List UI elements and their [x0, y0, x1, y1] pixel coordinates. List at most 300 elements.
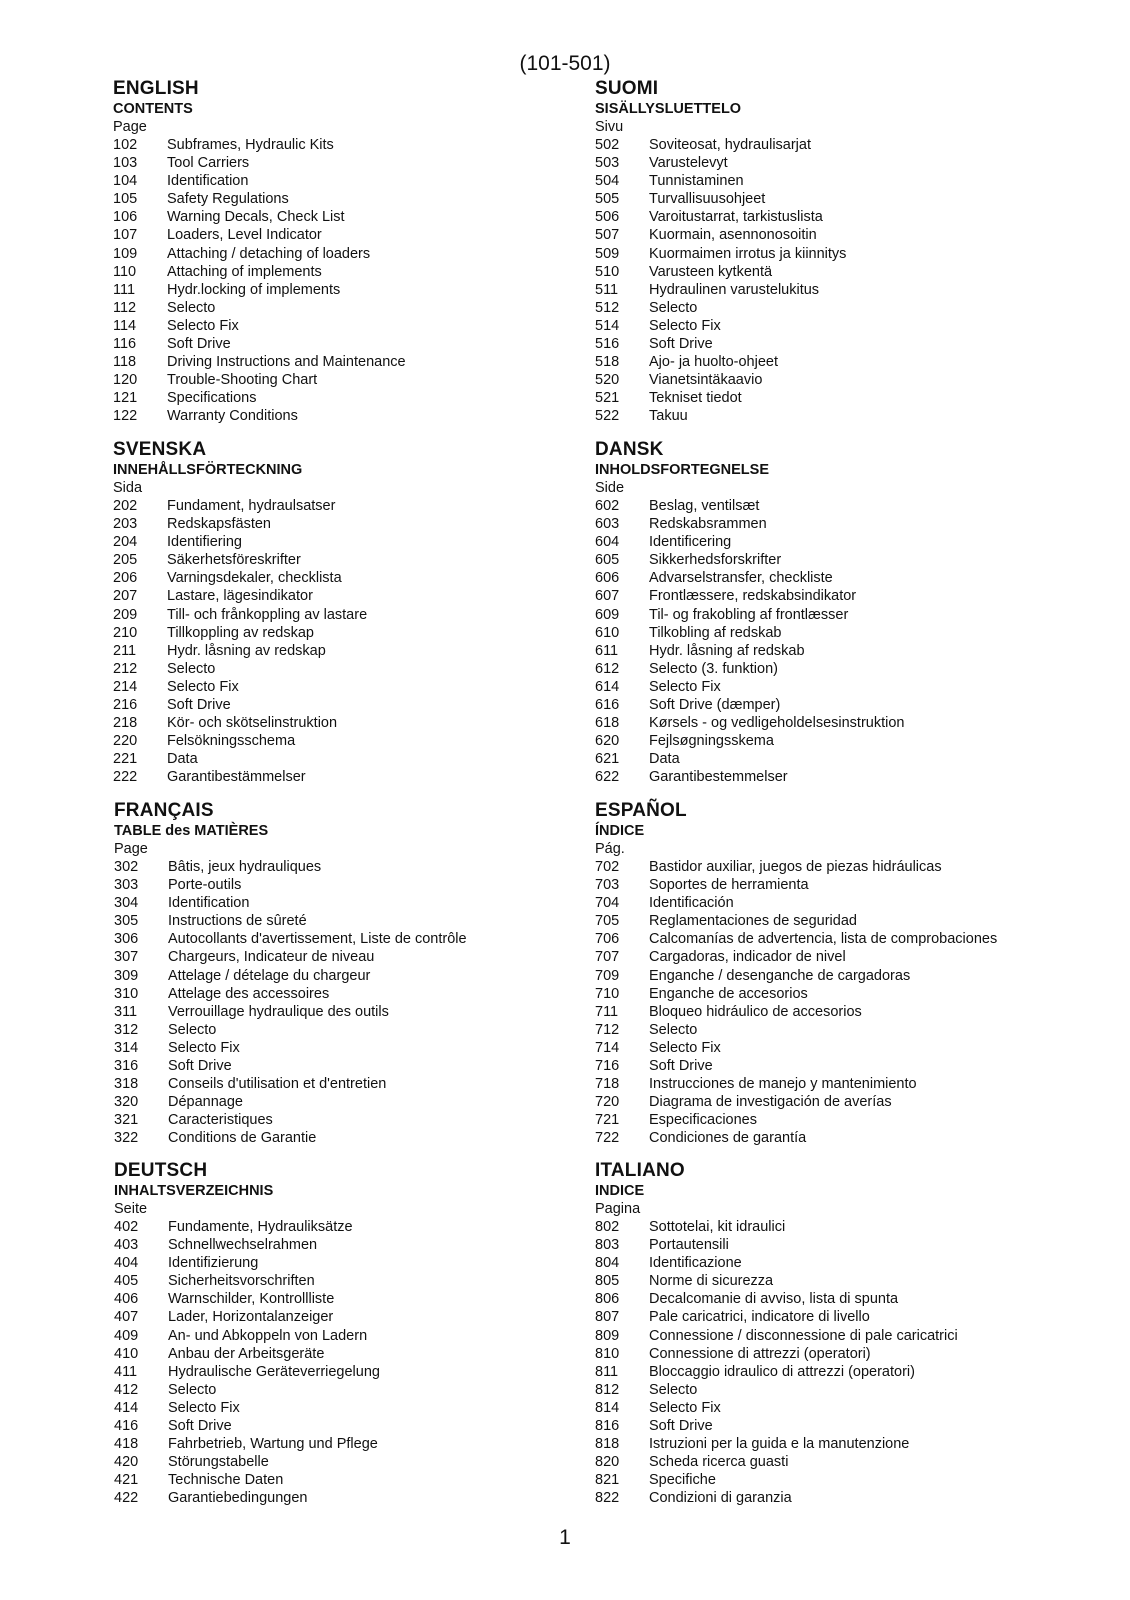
toc-entry: [595, 1254, 1065, 1272]
toc-entry-page: 220: [113, 733, 138, 750]
toc-entry: [114, 1254, 584, 1272]
toc-entry-title: Selecto: [168, 1021, 217, 1038]
toc-entry-page: 204: [113, 534, 138, 551]
toc-entry: [114, 1381, 584, 1399]
toc-entry-title: Selecto: [649, 1381, 698, 1398]
toc-entry: [595, 1272, 1065, 1290]
toc-entry: [595, 1417, 1065, 1435]
toc-entry-page: 214: [113, 678, 138, 695]
toc-entry: [114, 1435, 584, 1453]
toc-entry-page: 720: [595, 1094, 620, 1111]
toc-entry: [595, 335, 1065, 353]
toc-entry: [595, 136, 1065, 154]
toc-entry: [595, 1363, 1065, 1381]
toc-entry: [114, 1003, 584, 1021]
toc-entry-page: 805: [595, 1273, 620, 1290]
toc-entry: [595, 1489, 1065, 1507]
toc-entry: [595, 1308, 1065, 1326]
toc-entry: [595, 1003, 1065, 1021]
toc-entry-title: An- und Abkoppeln von Ladern: [168, 1327, 368, 1344]
toc-entry-page: 821: [595, 1472, 620, 1489]
toc-entry-title: Identifiering: [167, 534, 242, 551]
toc-entry-page: 405: [114, 1273, 139, 1290]
toc-entry-title: Selecto Fix: [168, 1039, 240, 1056]
toc-entry: [114, 1218, 584, 1236]
toc-entry-title: Soviteosat, hydraulisarjat: [649, 137, 811, 153]
toc-entry-page: 305: [114, 913, 139, 930]
toc-entry: [595, 1075, 1065, 1093]
toc-entry-page: 109: [113, 245, 138, 262]
toc-entry: [595, 389, 1065, 407]
toc-entry-page: 518: [595, 354, 620, 371]
toc-entry-page: 812: [595, 1381, 620, 1398]
toc-entry: [595, 912, 1065, 930]
toc-entry-page: 416: [114, 1418, 139, 1435]
toc-entry-page: 712: [595, 1021, 620, 1038]
toc-entry-title: Hydr.locking of implements: [167, 281, 341, 298]
toc-entry-page: 121: [113, 390, 138, 407]
toc-entry: [114, 948, 584, 966]
toc-entry: [113, 407, 583, 425]
toc-entry-title: Garantiebedingungen: [168, 1490, 308, 1507]
toc-entry-title: Autocollants d'avertissement, Liste de contrôle: [168, 931, 467, 948]
toc-entry: [113, 317, 583, 335]
toc-entry-title: Lastare, lägesindikator: [167, 588, 313, 605]
toc-entry-page: 520: [595, 372, 620, 389]
toc-entry: [113, 136, 583, 154]
toc-entry-title: Porte-outils: [168, 877, 242, 894]
toc-entries: [114, 1218, 584, 1508]
toc-entry: [595, 985, 1065, 1003]
toc-entry-page: 116: [113, 336, 137, 353]
toc-entry: [113, 353, 583, 371]
toc-entry: [114, 1471, 584, 1489]
toc-entry-page: 112: [113, 299, 137, 316]
toc-entry-page: 714: [595, 1039, 620, 1056]
toc-entry: [595, 1435, 1065, 1453]
toc-entry: [595, 281, 1065, 299]
toc-entry-title: Cargadoras, indicador de nivel: [649, 949, 846, 966]
toc-entry-page: 406: [114, 1291, 139, 1308]
toc-entry-page: 507: [595, 227, 620, 244]
toc-entry-title: Conseils d'utilisation et d'entretien: [168, 1076, 387, 1093]
toc-entry-page: 207: [113, 588, 138, 605]
toc-entry-title: Schnellwechselrahmen: [168, 1237, 318, 1254]
toc-entry: [114, 1057, 584, 1075]
toc-entry-page: 414: [114, 1399, 139, 1416]
toc-entry-page: 510: [595, 263, 620, 280]
toc-entry: [114, 985, 584, 1003]
toc-entry-page: 303: [114, 877, 139, 894]
toc-entry-title: Til- og frakobling af frontlæsser: [649, 606, 849, 623]
toc-title: INHALTSVERZEICHNIS: [114, 1183, 274, 1199]
toc-entry-page: 703: [595, 877, 620, 894]
toc-entry-title: Attaching of implements: [167, 263, 322, 280]
toc-entry: [113, 678, 583, 696]
toc-entry: [114, 1236, 584, 1254]
toc-entry-page: 711: [595, 1003, 619, 1020]
toc-entry-title: Data: [649, 751, 680, 768]
toc-section-francais: [114, 800, 584, 1148]
toc-entry-title: Säkerhetsföreskrifter: [167, 552, 301, 569]
toc-entry-title: Enganche de accesorios: [649, 985, 808, 1002]
toc-entry: [595, 967, 1065, 985]
toc-entry: [114, 1021, 584, 1039]
toc-entry-title: Dépannage: [168, 1094, 243, 1111]
toc-entry-title: Condiciones de garantía: [649, 1130, 807, 1147]
toc-entry-page: 409: [114, 1327, 139, 1344]
toc-entry-title: Vianetsintäkaavio: [649, 372, 763, 389]
toc-entry-page: 514: [595, 317, 620, 334]
toc-entry-title: Safety Regulations: [167, 191, 289, 208]
toc-entry: [595, 1039, 1065, 1057]
toc-entry-title: Identificación: [649, 895, 734, 912]
toc-entry-page: 607: [595, 588, 620, 605]
toc-entry-page: 404: [114, 1255, 139, 1272]
toc-entry-title: Warning Decals, Check List: [167, 209, 345, 226]
toc-entry: [595, 1327, 1065, 1345]
toc-entry: [114, 1489, 584, 1507]
toc-entry-page: 809: [595, 1327, 620, 1344]
toc-entry-title: Instructions de sûreté: [168, 913, 307, 930]
toc-entry-page: 306: [114, 931, 139, 948]
toc-entry-title: Kuormain, asennonosoitin: [649, 227, 817, 244]
language-heading: SVENSKA: [113, 439, 207, 460]
toc-entry-title: Attelage / dételage du chargeur: [168, 967, 371, 984]
toc-entries: [595, 497, 1065, 787]
toc-entry-title: Soft Drive: [168, 1418, 232, 1435]
page-column-label: Side: [595, 480, 625, 496]
toc-title: SISÄLLYSLUETTELO: [595, 101, 742, 117]
toc-entry: [595, 624, 1065, 642]
toc-entry-title: Caracteristiques: [168, 1112, 273, 1129]
toc-entry-page: 706: [595, 931, 620, 948]
toc-entry: [595, 876, 1065, 894]
toc-entry: [595, 660, 1065, 678]
toc-entry: [113, 154, 583, 172]
toc-section-english: [113, 78, 583, 426]
toc-entry-title: Specifiche: [649, 1472, 716, 1489]
toc-entry-page: 716: [595, 1058, 620, 1075]
toc-entry: [114, 1363, 584, 1381]
toc-entry: [114, 894, 584, 912]
toc-section-dansk: [595, 439, 1065, 787]
toc-entry-page: 611: [595, 642, 619, 659]
toc-entry-page: 322: [114, 1130, 139, 1147]
toc-entry-title: Soft Drive: [649, 1058, 713, 1075]
toc-entry: [113, 335, 583, 353]
toc-entry: [595, 569, 1065, 587]
toc-entry-title: Varoitustarrat, tarkistuslista: [649, 209, 823, 226]
toc-entry: [595, 226, 1065, 244]
language-heading: DEUTSCH: [114, 1160, 208, 1181]
toc-entry-page: 421: [114, 1472, 139, 1489]
toc-entry-page: 122: [113, 408, 138, 425]
toc-entry-title: Redskapsfästen: [167, 516, 271, 533]
toc-entry-title: Soft Drive: [649, 336, 713, 353]
toc-entry: [113, 732, 583, 750]
toc-entry-page: 318: [114, 1076, 139, 1093]
toc-entry-page: 211: [113, 642, 137, 659]
toc-entry-title: Garantibestämmelser: [167, 769, 306, 786]
toc-entry: [595, 371, 1065, 389]
toc-entry: [114, 1308, 584, 1326]
toc-entry-title: Bastidor auxiliar, juegos de piezas hidráulicas: [649, 859, 942, 875]
toc-entry-title: Connessione / disconnessione di pale caricatrici: [649, 1327, 958, 1344]
toc-entry-title: Conditions de Garantie: [168, 1130, 317, 1147]
toc-entry-title: Selecto Fix: [649, 317, 721, 334]
toc-entry-page: 718: [595, 1076, 620, 1093]
toc-entry-page: 612: [595, 660, 620, 677]
toc-entry-page: 502: [595, 137, 620, 153]
toc-entry-title: Data: [167, 751, 198, 768]
toc-entries: [113, 136, 583, 426]
toc-entry-page: 614: [595, 678, 620, 695]
toc-entry-page: 422: [114, 1490, 139, 1507]
toc-entry: [595, 894, 1065, 912]
toc-entry-page: 210: [113, 624, 138, 641]
toc-entry: [114, 1417, 584, 1435]
toc-entry-title: Hydr. låsning av redskap: [167, 642, 326, 659]
toc-entry: [595, 1111, 1065, 1129]
toc-entry-page: 516: [595, 336, 620, 353]
toc-entry-title: Hydr. låsning af redskab: [649, 642, 805, 659]
toc-entry: [595, 1381, 1065, 1399]
toc-entry-page: 307: [114, 949, 139, 966]
toc-entry-title: Attelage des accessoires: [168, 985, 330, 1002]
toc-entry: [595, 407, 1065, 425]
page-column-label: Page: [114, 841, 148, 857]
toc-entry-title: Selecto: [649, 1021, 698, 1038]
toc-entry-page: 509: [595, 245, 620, 262]
toc-entry: [113, 660, 583, 678]
toc-entries: [595, 1218, 1065, 1508]
toc-entry: [595, 768, 1065, 786]
toc-entry-page: 106: [113, 209, 138, 226]
toc-entry-title: Decalcomanie di avviso, lista di spunta: [649, 1291, 899, 1308]
toc-entry-page: 103: [113, 155, 138, 172]
toc-entry-title: Warnschilder, Kontrollliste: [168, 1291, 335, 1308]
toc-entry-title: Frontlæssere, redskabsindikator: [649, 588, 857, 605]
toc-entry: [595, 858, 1065, 876]
toc-entry-page: 222: [113, 769, 138, 786]
toc-entry: [113, 768, 583, 786]
toc-entry-page: 810: [595, 1345, 620, 1362]
toc-entry-page: 604: [595, 534, 620, 551]
toc-entry-title: Selecto: [167, 660, 216, 677]
toc-entry-title: Bâtis, jeux hydrauliques: [168, 859, 322, 875]
toc-entry-title: Takuu: [649, 408, 688, 425]
toc-entry-page: 814: [595, 1399, 620, 1416]
toc-entry-title: Portautensili: [649, 1237, 729, 1254]
toc-entry: [595, 587, 1065, 605]
toc-entry-title: Attaching / detaching of loaders: [167, 245, 371, 262]
toc-entry-title: Till- och frånkoppling av lastare: [167, 606, 368, 623]
toc-entry-page: 111: [113, 281, 136, 298]
language-heading: ENGLISH: [113, 78, 199, 99]
toc-entry-title: Specifications: [167, 390, 257, 407]
toc-entry-page: 118: [113, 354, 137, 371]
toc-entry: [595, 317, 1065, 335]
toc-entry: [113, 208, 583, 226]
toc-entry-title: Kørsels - og vedligeholdelsesinstruktion: [649, 715, 905, 732]
toc-entry-title: Tillkoppling av redskap: [167, 624, 314, 641]
language-heading: ESPAÑOL: [595, 800, 687, 821]
toc-entry-title: Felsökningsschema: [167, 733, 296, 750]
toc-entry-page: 622: [595, 769, 620, 786]
toc-entry-page: 504: [595, 173, 620, 190]
toc-entry: [595, 1129, 1065, 1147]
toc-entry-page: 603: [595, 516, 620, 533]
toc-entry-page: 621: [595, 751, 620, 768]
toc-entry-page: 818: [595, 1436, 620, 1453]
toc-entry-page: 616: [595, 697, 620, 714]
toc-entry-title: Subframes, Hydraulic Kits: [167, 137, 334, 153]
toc-entry: [113, 587, 583, 605]
toc-entry-title: Norme di sicurezza: [649, 1273, 774, 1290]
language-heading: SUOMI: [595, 78, 659, 99]
toc-entry-title: Reglamentaciones de seguridad: [649, 913, 857, 930]
toc-entry-title: Bloccaggio idraulico di attrezzi (operatori): [649, 1363, 915, 1380]
toc-entry-title: Varusteen kytkentä: [649, 263, 773, 280]
toc-entry: [114, 967, 584, 985]
toc-entry: [595, 1218, 1065, 1236]
toc-entry: [595, 696, 1065, 714]
toc-entry: [113, 281, 583, 299]
toc-entry: [595, 1345, 1065, 1363]
toc-entry-page: 722: [595, 1130, 620, 1147]
toc-entry-title: Technische Daten: [168, 1472, 284, 1489]
toc-entry-title: Condizioni di garanzia: [649, 1490, 792, 1507]
toc-entry-title: Soft Drive: [167, 336, 231, 353]
toc-entry: [114, 1129, 584, 1147]
toc-entry-page: 102: [113, 137, 138, 153]
toc-entry-title: Driving Instructions and Maintenance: [167, 354, 406, 371]
toc-entry-title: Tilkobling af redskab: [649, 624, 782, 641]
toc-title: INHOLDSFORTEGNELSE: [595, 462, 770, 478]
toc-entry-page: 314: [114, 1039, 139, 1056]
toc-entry-title: Beslag, ventilsæt: [649, 498, 760, 514]
page-column-label: Pág.: [595, 841, 625, 857]
toc-entry: [113, 551, 583, 569]
toc-entry-title: Selecto Fix: [167, 678, 239, 695]
toc-entry-page: 202: [113, 498, 138, 514]
toc-entry-page: 512: [595, 299, 620, 316]
toc-entry: [595, 678, 1065, 696]
toc-entry-title: Hydraulinen varustelukitus: [649, 281, 820, 298]
toc-entry-title: Soft Drive: [649, 1418, 713, 1435]
toc-entry-title: Verrouillage hydraulique des outils: [168, 1003, 389, 1020]
toc-entry-title: Selecto: [168, 1381, 217, 1398]
language-heading: DANSK: [595, 439, 664, 460]
toc-section-svenska: [113, 439, 583, 787]
toc-entry: [595, 606, 1065, 624]
toc-entry: [113, 606, 583, 624]
toc-entry-page: 822: [595, 1490, 620, 1507]
toc-entry: [114, 1327, 584, 1345]
toc-entry-title: Especificaciones: [649, 1112, 757, 1129]
toc-entry-page: 205: [113, 552, 138, 569]
toc-entry-title: Tool Carriers: [167, 155, 250, 172]
toc-title: INDICE: [595, 1183, 645, 1199]
toc-entry-page: 221: [113, 751, 138, 768]
toc-entry-page: 107: [113, 227, 138, 244]
toc-entry-title: Selecto Fix: [649, 1399, 721, 1416]
toc-entry: [595, 714, 1065, 732]
toc-entry: [595, 1471, 1065, 1489]
toc-entry-page: 105: [113, 191, 138, 208]
toc-entry-page: 216: [113, 697, 138, 714]
toc-entry: [113, 299, 583, 317]
toc-entry-page: 710: [595, 985, 620, 1002]
toc-entry-title: Varustelevyt: [649, 155, 728, 172]
toc-entry-page: 820: [595, 1454, 620, 1471]
toc-entry-title: Identificazione: [649, 1255, 742, 1272]
toc-entry: [113, 172, 583, 190]
toc-entry: [595, 1236, 1065, 1254]
toc-entry: [114, 1111, 584, 1129]
toc-entry-page: 402: [114, 1219, 139, 1235]
toc-entry: [113, 263, 583, 281]
toc-entries: [595, 858, 1065, 1148]
toc-entry: [114, 930, 584, 948]
toc-entry-page: 807: [595, 1309, 620, 1326]
toc-entry-title: Selecto: [167, 299, 216, 316]
toc-entry-title: Selecto (3. funktion): [649, 660, 778, 677]
toc-entry: [595, 732, 1065, 750]
toc-entry-page: 418: [114, 1436, 139, 1453]
toc-entry-title: Tunnistaminen: [649, 173, 744, 190]
toc-entry-title: Chargeurs, Indicateur de niveau: [168, 949, 375, 966]
toc-entry-page: 206: [113, 570, 138, 587]
toc-entry-title: Warranty Conditions: [167, 408, 298, 425]
toc-title: TABLE des MATIÈRES: [114, 823, 269, 839]
toc-entry-page: 707: [595, 949, 620, 966]
toc-entry: [595, 1399, 1065, 1417]
toc-entry-page: 120: [113, 372, 138, 389]
toc-entry-title: Sikkerhedsforskrifter: [649, 552, 782, 569]
toc-entry: [114, 1272, 584, 1290]
toc-entry-page: 312: [114, 1021, 139, 1038]
toc-entry-page: 410: [114, 1345, 139, 1362]
toc-entry: [114, 1039, 584, 1057]
toc-entry-title: Sottotelai, kit idraulici: [649, 1219, 786, 1235]
toc-entry-page: 403: [114, 1237, 139, 1254]
toc-entry-page: 806: [595, 1291, 620, 1308]
toc-entry-page: 321: [114, 1112, 139, 1129]
toc-entry: [595, 190, 1065, 208]
language-heading: FRANÇAIS: [114, 800, 214, 821]
toc-entry-title: Soft Drive (dæmper): [649, 697, 781, 714]
toc-entry-title: Diagrama de investigación de averías: [649, 1094, 892, 1111]
toc-entry: [595, 533, 1065, 551]
toc-entries: [595, 136, 1065, 426]
toc-section-suomi: [595, 78, 1065, 426]
page-column-label: Page: [113, 119, 147, 135]
toc-entry-page: 304: [114, 895, 139, 912]
toc-entry-page: 804: [595, 1255, 620, 1272]
toc-entry: [595, 750, 1065, 768]
toc-entry: [113, 371, 583, 389]
toc-entry-page: 503: [595, 155, 620, 172]
toc-entry: [113, 750, 583, 768]
toc-entry-title: Garantibestemmelser: [649, 769, 788, 786]
toc-entry: [595, 299, 1065, 317]
toc-entry-title: Fahrbetrieb, Wartung und Pflege: [168, 1436, 378, 1453]
toc-title: ÍNDICE: [595, 823, 645, 839]
toc-entry-page: 606: [595, 570, 620, 587]
toc-entry-page: 407: [114, 1309, 139, 1326]
